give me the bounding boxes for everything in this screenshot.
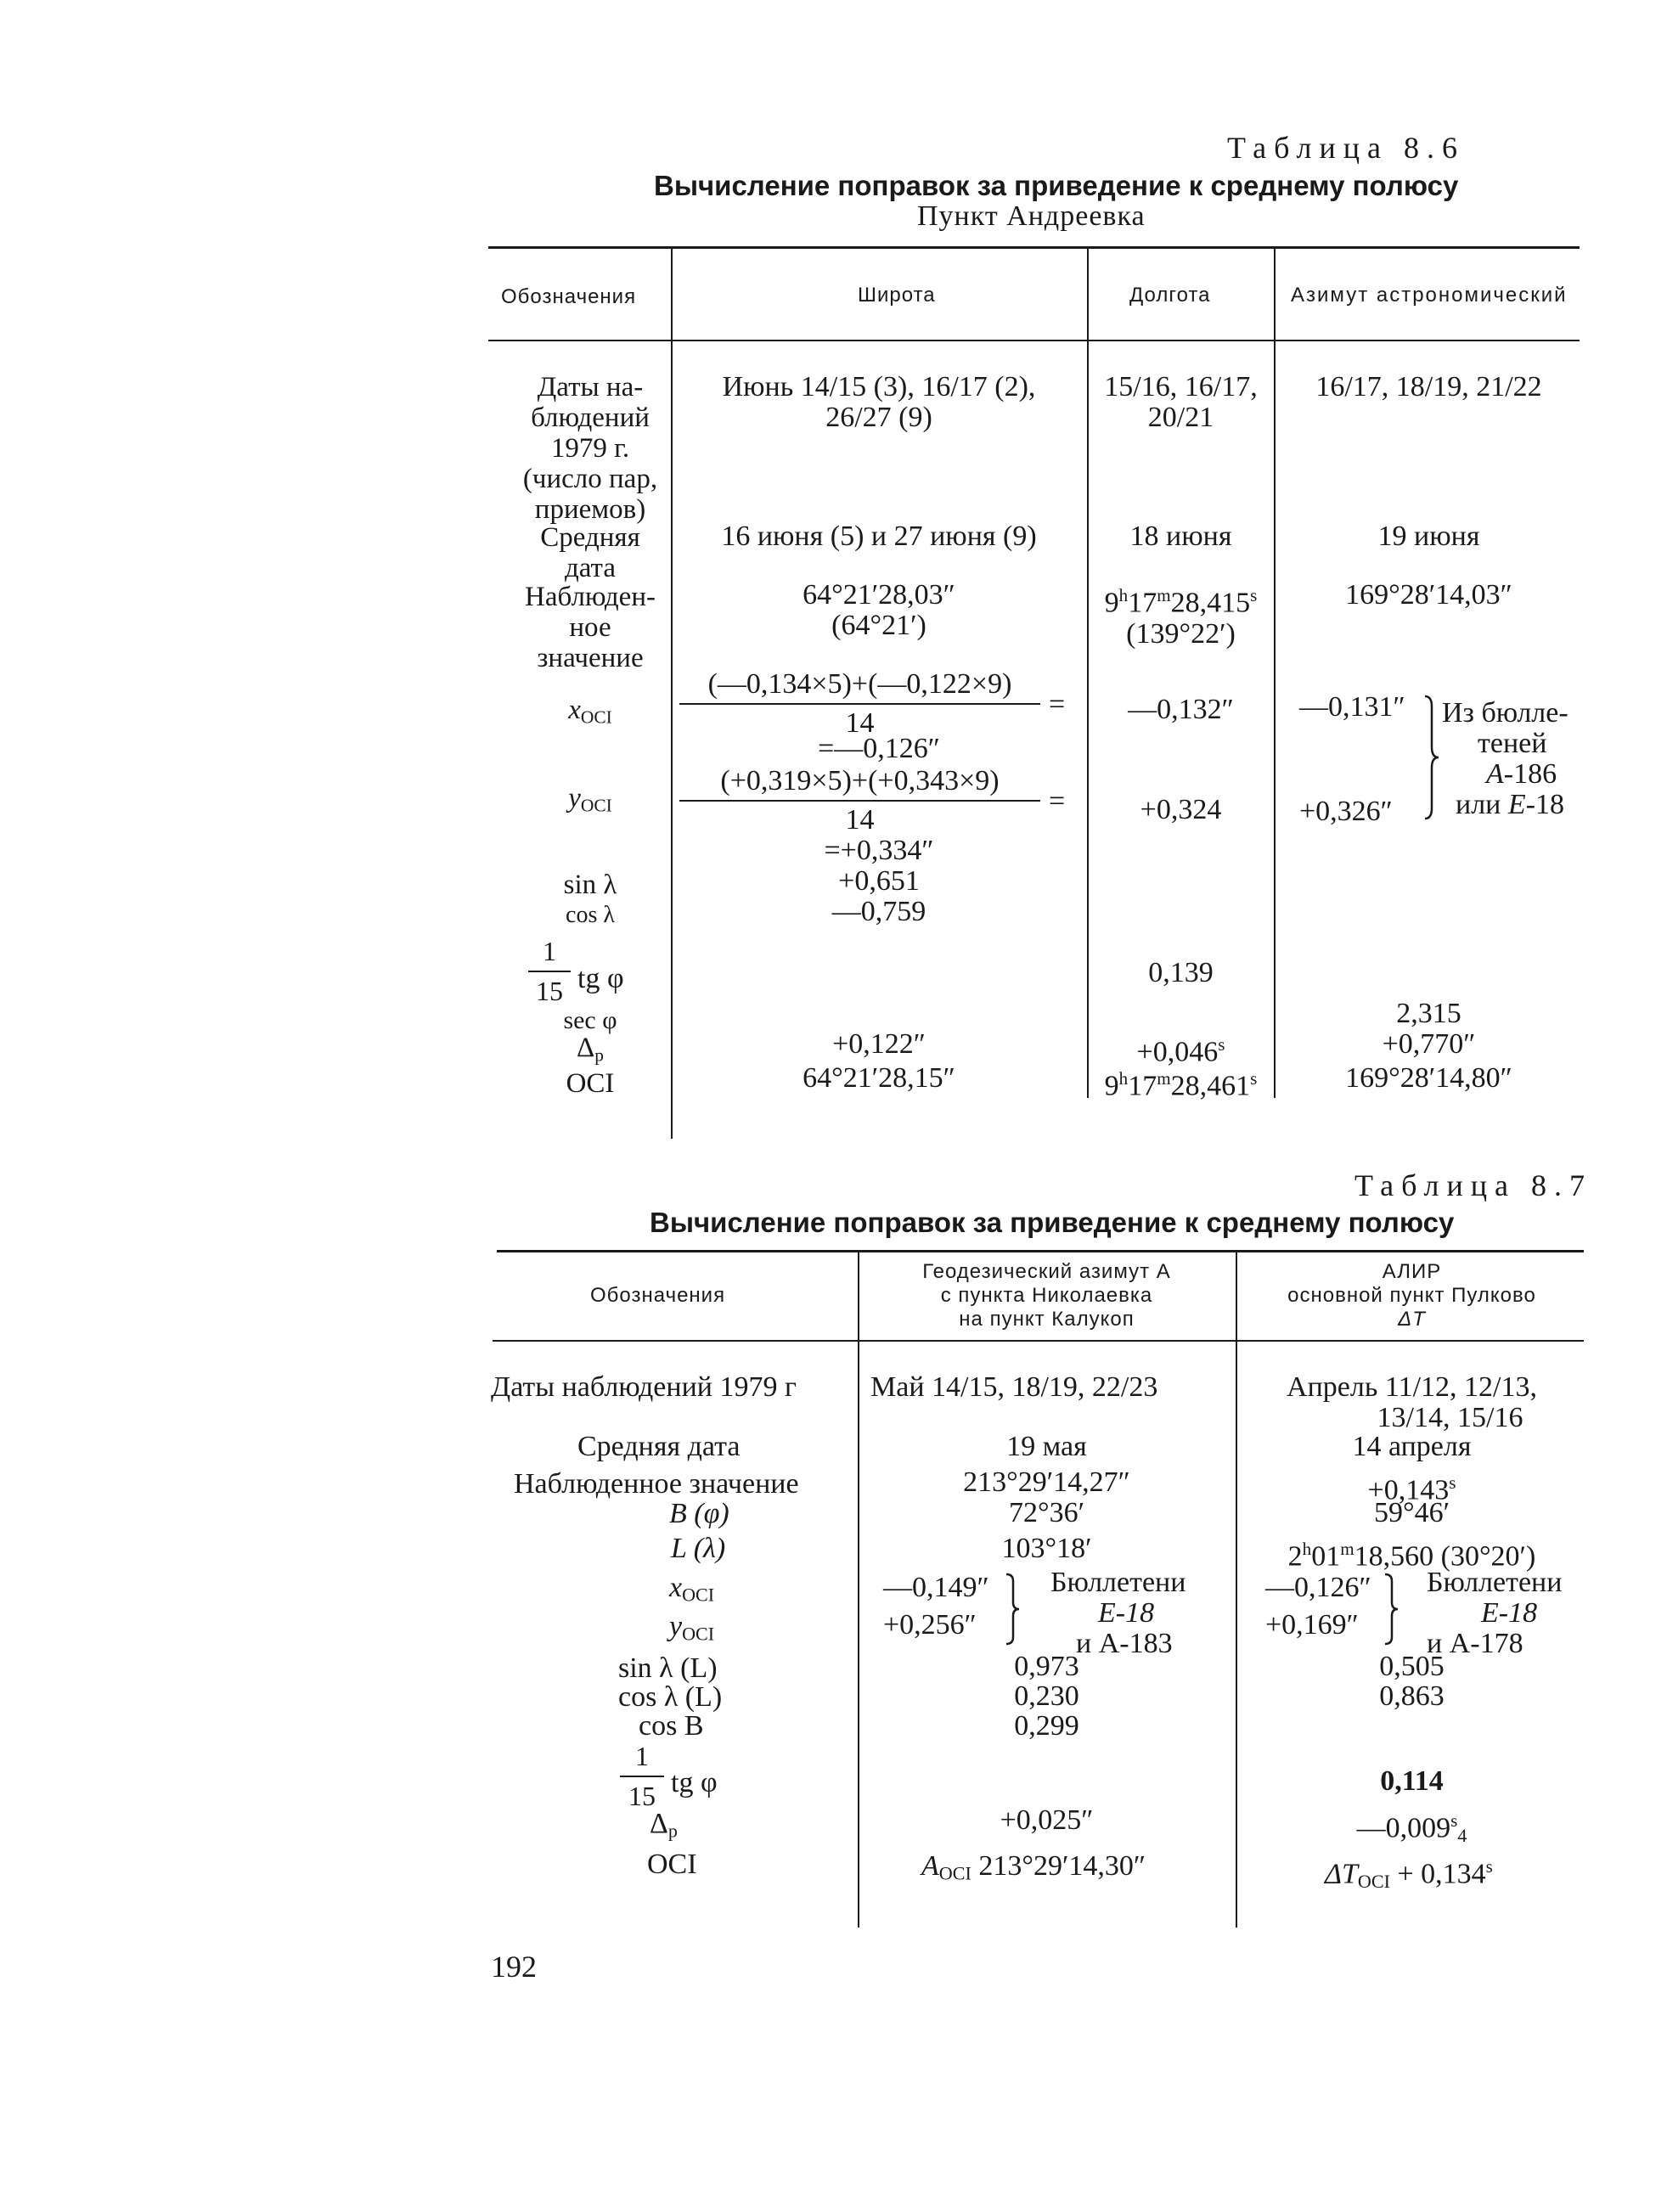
page-number: 192 [491, 1950, 537, 1984]
label-mean-date: Средняя дата [577, 1431, 741, 1462]
lon-dates: 15/16, 16/17, 20/21 [1104, 371, 1258, 433]
label-dates: Даты наблюдений 1979 г [491, 1371, 797, 1403]
table-subtitle: Пункт Андреевка [917, 200, 1146, 232]
alir-x-oci: —0,126″ [1265, 1572, 1371, 1603]
label-tg-fraction: 1 15 [620, 1741, 664, 1812]
column-divider [1087, 249, 1089, 1098]
label-oci: OCI [566, 1068, 615, 1099]
header-alir: АЛИР основной пункт Пулково ΔT [1287, 1260, 1536, 1331]
lat-dates: Июнь 14/15 (3), 16/17 (2), 26/27 (9) [722, 371, 1036, 433]
lat-delta: +0,122″ [832, 1028, 926, 1060]
lat-oci: 64°21′28,15″ [803, 1062, 955, 1094]
az-bulletin-note: Из бюлле- теней А-186 или Е-18 [1442, 697, 1568, 820]
lat-sin: +0,651 [838, 865, 920, 897]
label-observed: Наблюден- ное значение [525, 582, 656, 673]
header-bottom-rule [488, 340, 1580, 341]
table-caption: Таблица 8.6 [1227, 131, 1465, 165]
az-oci: $A_{OCI}$ 213°29′14,30″ [921, 1850, 1146, 1884]
alir-dates: Апрель 11/12, 12/13, 13/14, 15/16 [1287, 1371, 1537, 1433]
label-tg-fraction: 1 15 [528, 936, 571, 1007]
az-cos-b: 0,299 [1014, 1710, 1079, 1742]
az-delta: +0,025″ [1000, 1804, 1094, 1836]
lon-tg: 0,139 [1148, 957, 1214, 988]
label-oci: OCI [647, 1849, 697, 1880]
label-x-oci: $x_{OCI}$ [568, 695, 612, 728]
lat-y-result: =+0,334″ [824, 835, 934, 866]
az-mean-date: 19 июня [1377, 521, 1480, 552]
az-mean-date: 19 мая [1006, 1431, 1087, 1462]
lat-observed: 64°21′28,03″ (64°21′) [803, 579, 955, 641]
lon-x-oci: —0,132″ [1128, 694, 1234, 725]
lon-observed: 9$^h$17$^m$28,415$^s$ (139°22′) [1104, 585, 1258, 650]
az-x-oci: —0,149″ [883, 1572, 989, 1603]
label-b: B (φ) [669, 1498, 729, 1529]
alir-y-oci: +0,169″ [1265, 1609, 1359, 1641]
az-l: 103°18′ [1001, 1533, 1092, 1564]
label-dates: Даты на- блюдений 1979 г. (число пар, приемов) [522, 372, 658, 525]
label-y-oci: $y_{OCI}$ [568, 783, 612, 816]
curly-brace [1422, 695, 1440, 820]
az-delta: +0,770″ [1382, 1028, 1476, 1060]
label-cos: cos λ [566, 902, 615, 928]
lon-y-oci: +0,324 [1140, 794, 1222, 825]
lon-oci: 9$^h$17$^m$28,461$^s$ [1104, 1068, 1258, 1102]
lat-x-result: =—0,126″ [818, 733, 940, 764]
label-observed: Наблюденное значение [514, 1468, 799, 1500]
label-l: L (λ) [671, 1533, 726, 1564]
az-cos: 0,230 [1014, 1680, 1079, 1712]
az-dates: 16/17, 18/19, 21/22 [1315, 371, 1542, 402]
alir-b: 59°46′ [1373, 1497, 1450, 1528]
lat-y-fraction: (+0,319×5)+(+0,343×9) 14 [679, 766, 1040, 836]
alir-delta: $—0,009^s_4$ [1356, 1810, 1467, 1847]
column-divider [1236, 1252, 1237, 1928]
table-top-rule [488, 246, 1580, 249]
curly-brace [1004, 1573, 1021, 1646]
alir-bulletin-note: Бюллетени Е-18 и А-178 [1427, 1567, 1563, 1659]
table-top-rule [497, 1250, 1584, 1252]
az-x-oci: —0,131″ [1299, 691, 1405, 723]
lat-mean-date: 16 июня (5) и 27 июня (9) [721, 521, 1037, 552]
az-y-oci: +0,326″ [1299, 796, 1393, 827]
az-sec: 2,315 [1396, 998, 1461, 1029]
lat-x-equals: = [1049, 689, 1066, 720]
alir-cos: 0,863 [1379, 1680, 1445, 1712]
alir-mean-date: 14 апреля [1352, 1431, 1472, 1462]
label-cos: cos λ (L) [618, 1681, 723, 1713]
header-designation: Обозначения [501, 285, 637, 308]
lat-y-equals: = [1049, 785, 1066, 817]
az-oci: 169°28′14,80″ [1345, 1062, 1512, 1094]
alir-sin: 0,505 [1379, 1651, 1445, 1682]
label-sin: sin λ [563, 870, 617, 900]
alir-tg: 0,114 [1380, 1765, 1444, 1797]
table-title: Вычисление поправок за приведение к среднему полюсу [650, 1207, 1455, 1238]
label-sec: sec φ [563, 1006, 617, 1034]
header-azimuth: Азимут астрономический [1291, 284, 1568, 307]
alir-l: 2$^h$01$^m$18,560 (30°20′) [1287, 1539, 1536, 1573]
label-delta: $\Delta_p$ [650, 1808, 678, 1842]
label-delta: $\Delta_p$ [577, 1033, 604, 1066]
lat-cos: —0,759 [831, 896, 926, 927]
az-dates: Май 14/15, 18/19, 22/23 [870, 1371, 1158, 1403]
az-b: 72°36′ [1008, 1497, 1085, 1528]
az-observed: 213°29′14,27″ [963, 1466, 1130, 1498]
label-cos-b: cos B [639, 1710, 704, 1742]
curly-brace [1383, 1573, 1399, 1646]
header-geodetic-azimuth: Геодезический азимут А с пункта Николаевка на пункт Калукоп [922, 1260, 1171, 1331]
lon-delta: $+0,046^s$ [1136, 1034, 1225, 1068]
lat-x-fraction: (—0,134×5)+(—0,122×9) 14 [679, 669, 1040, 739]
label-x-oci: $x_{OCI}$ [669, 1572, 715, 1606]
az-y-oci: +0,256″ [883, 1609, 977, 1641]
column-divider [858, 1252, 859, 1928]
header-designation: Обозначения [590, 1284, 726, 1307]
label-tg-tail: tg φ [577, 963, 624, 994]
header-latitude: Широта [858, 284, 936, 307]
column-divider [1274, 249, 1276, 1098]
alir-oci: $\Delta T_{OCI} + 0,134^s$ [1325, 1856, 1493, 1893]
label-y-oci: $y_{OCI}$ [669, 1611, 715, 1645]
header-bottom-rule [493, 1340, 1584, 1342]
label-tg-tail: tg φ [671, 1767, 718, 1798]
lon-mean-date: 18 июня [1129, 521, 1232, 552]
az-observed: 169°28′14,03″ [1345, 579, 1512, 611]
table-title: Вычисление поправок за приведение к среднему полюсу [654, 170, 1459, 201]
label-sin: sin λ (L) [618, 1652, 718, 1684]
az-sin: 0,973 [1014, 1651, 1079, 1682]
alir-observed: $+0,143^s$ [1367, 1472, 1456, 1506]
az-bulletin-note: Бюллетени Е-18 и А-183 [1050, 1567, 1186, 1659]
table-caption: Таблица 8.7 [1354, 1168, 1592, 1202]
label-mean-date: Средняя дата [540, 522, 640, 583]
header-longitude: Долгота [1129, 284, 1211, 307]
